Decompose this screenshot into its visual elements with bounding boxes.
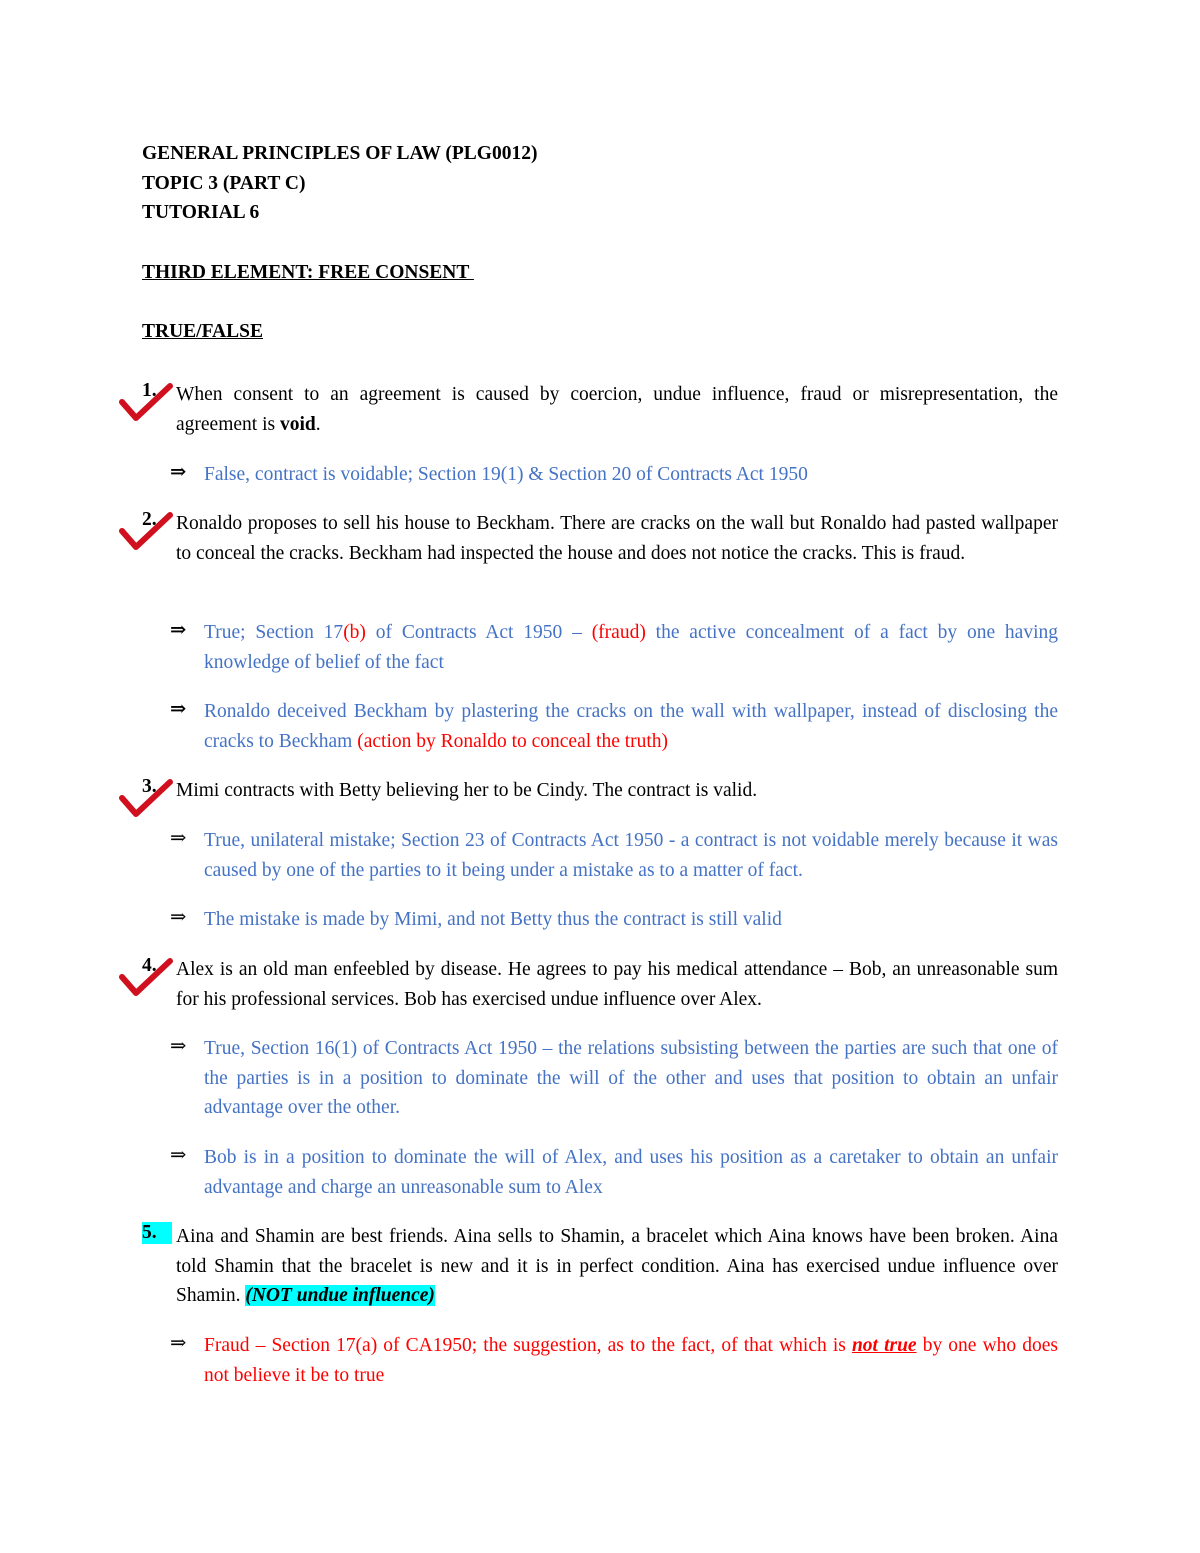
course-title: GENERAL PRINCIPLES OF LAW (PLG0012) bbox=[142, 143, 538, 164]
right-arrow-icon: ⇒ bbox=[170, 1145, 187, 1166]
answer-text: Bob is in a position to dominate the will of Alex, and uses his position as a caretaker to obtain an unfair advantage and charge an unreasonable sum to Alex bbox=[204, 1147, 1058, 1198]
element-heading: THIRD ELEMENT: FREE CONSENT bbox=[142, 262, 474, 283]
right-arrow-icon: ⇒ bbox=[170, 828, 187, 849]
answer-text: True, Section 16(1) of Contracts Act 1950 – the relations subsisting between the parties are such that one of the parties is in a position to dominate the will of the other and uses that position to obtain an unfair advantage over the other. bbox=[204, 1038, 1058, 1119]
right-arrow-icon: ⇒ bbox=[170, 1333, 187, 1354]
question-number: 1. bbox=[142, 380, 157, 401]
answer-text: The mistake is made by Mimi, and not Betty thus the contract is still valid bbox=[204, 909, 782, 930]
topic-title: TOPIC 3 (PART C) bbox=[142, 173, 306, 194]
question-number: 5. bbox=[142, 1222, 172, 1244]
correction-note: (NOT undue influence) bbox=[245, 1285, 435, 1307]
answer-text: True; Section 17(b) of Contracts Act 1950 – (fraud) the active concealment of a fact by one having knowledge of belief of the fact bbox=[204, 622, 1058, 673]
question-number: 4. bbox=[142, 955, 157, 976]
answer-text: Fraud – Section 17(a) of CA1950; the suggestion, as to the fact, of that which is not true by one who does not believe it be to true bbox=[204, 1335, 1059, 1386]
right-arrow-icon: ⇒ bbox=[170, 462, 187, 483]
right-arrow-icon: ⇒ bbox=[170, 620, 187, 641]
answer-text: Ronaldo deceived Beckham by plastering the cracks on the wall with wallpaper, instead of disclosing the cracks to Beckham (action by Ronaldo to conceal the truth) bbox=[204, 701, 1058, 752]
question-number: 2. bbox=[142, 509, 157, 530]
section-heading: TRUE/FALSE bbox=[142, 321, 263, 342]
question-text: Mimi contracts with Betty believing her to be Cindy. The contract is valid. bbox=[176, 780, 758, 801]
answer-text: True, unilateral mistake; Section 23 of Contracts Act 1950 - a contract is not voidable merely because it was caused by one of the parties to it being under a mistake as to a matter of fact. bbox=[204, 830, 1058, 881]
question-text: Ronaldo proposes to sell his house to Beckham. There are cracks on the wall but Ronaldo had pasted wallpaper to conceal the cracks. Beckham had inspected the house and does not notice the cracks. This is fraud. bbox=[176, 513, 1058, 564]
question-text: Aina and Shamin are best friends. Aina sells to Shamin, a bracelet which Aina knows have been broken. Aina told Shamin that the bracelet is new and it is in perfect condition. Aina has exercised undue influence over Shamin. (NOT undue influence) bbox=[176, 1226, 1058, 1307]
tutorial-title: TUTORIAL 6 bbox=[142, 202, 260, 223]
question-text: Alex is an old man enfeebled by disease. He agrees to pay his medical attendance – Bob, an unreasonable sum for his professional services. Bob has exercised undue influence over Alex. bbox=[176, 959, 1058, 1010]
right-arrow-icon: ⇒ bbox=[170, 907, 187, 928]
answer-text: False, contract is voidable; Section 19(1) & Section 20 of Contracts Act 1950 bbox=[204, 464, 808, 485]
right-arrow-icon: ⇒ bbox=[170, 1036, 187, 1057]
right-arrow-icon: ⇒ bbox=[170, 699, 187, 720]
question-number: 3. bbox=[142, 776, 157, 797]
question-text: When consent to an agreement is caused by coercion, undue influence, fraud or misrepresentation, the agreement is void. bbox=[176, 384, 1058, 435]
